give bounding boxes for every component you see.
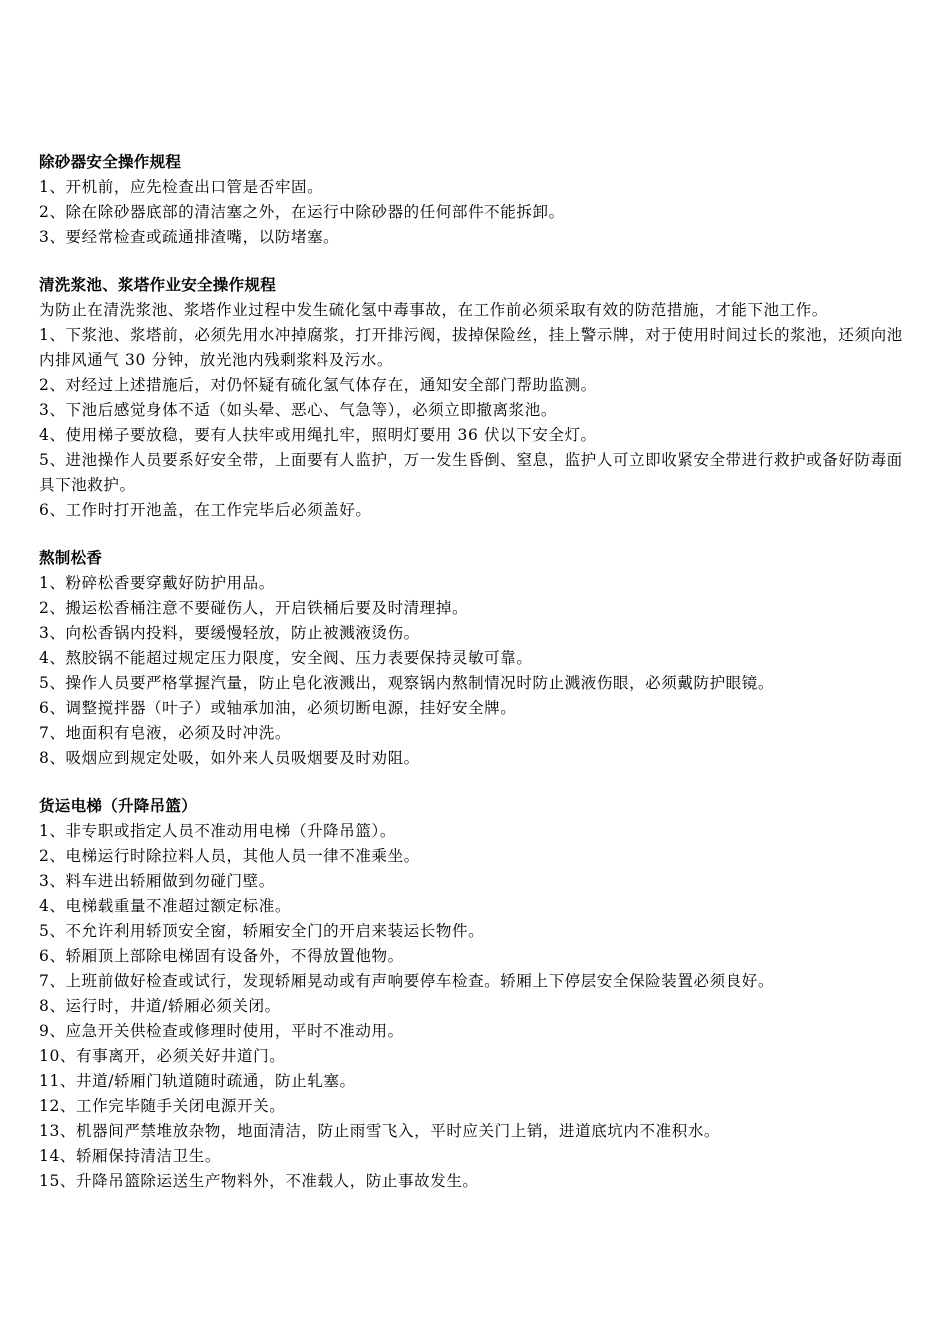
paragraph: 4、使用梯子要放稳，要有人扶牢或用绳扎牢，照明灯要用 36 伏以下安全灯。	[39, 426, 597, 444]
paragraph: 5、进池操作人员要系好安全带，上面要有人监护，万一发生昏倒、窒息，监护人可立即收紧安全带进行救护或备好防毒面具下池救护。	[39, 451, 903, 494]
paragraph: 11、井道/轿厢门轨道随时疏通，防止轧塞。	[39, 1072, 356, 1090]
paragraph: 13、机器间严禁堆放杂物，地面清洁，防止雨雪飞入，平时应关门上销，进道底坑内不准积水。	[39, 1122, 721, 1140]
section-rosin-boiling	[39, 546, 913, 771]
section-title: 清洗浆池、浆塔作业安全操作规程	[39, 276, 277, 294]
paragraph: 12、工作完毕随手关闭电源开关。	[39, 1097, 286, 1115]
paragraph: 6、工作时打开池盖，在工作完毕后必须盖好。	[39, 501, 372, 519]
paragraph: 为防止在清洗浆池、浆塔作业过程中发生硫化氢中毒事故，在工作前必须采取有效的防范措施，才能下池工作。	[39, 301, 828, 319]
paragraph: 9、应急开关供检查或修理时使用，平时不准动用。	[39, 1022, 404, 1040]
document-body	[39, 150, 913, 1217]
paragraph: 14、轿厢保持清洁卫生。	[39, 1147, 221, 1165]
paragraph: 1、开机前，应先检查出口管是否牢固。	[39, 178, 324, 196]
paragraph: 2、电梯运行时除拉料人员，其他人员一律不准乘坐。	[39, 847, 420, 865]
paragraph: 5、操作人员要严格掌握汽量，防止皂化液溅出，观察锅内熬制情况时防止溅液伤眼，必须戴防护眼镜。	[39, 674, 774, 692]
paragraph: 15、升降吊篮除运送生产物料外，不准载人，防止事故发生。	[39, 1172, 479, 1190]
paragraph: 3、要经常检查或疏通排渣嘴，以防堵塞。	[39, 228, 340, 246]
paragraph: 2、除在除砂器底部的清洁塞之外，在运行中除砂器的任何部件不能拆卸。	[39, 203, 565, 221]
section-title: 除砂器安全操作规程	[39, 153, 182, 171]
paragraph: 3、下池后感觉身体不适（如头晕、恶心、气急等），必须立即撤离浆池。	[39, 401, 557, 419]
section-freight-elevator	[39, 794, 913, 1194]
paragraph: 8、吸烟应到规定处吸，如外来人员吸烟要及时劝阻。	[39, 749, 420, 767]
paragraph: 6、轿厢顶上部除电梯固有设备外，不得放置他物。	[39, 947, 404, 965]
paragraph: 4、电梯载重量不准超过额定标准。	[39, 897, 291, 915]
paragraph: 3、料车进出轿厢做到勿碰门壁。	[39, 872, 275, 890]
paragraph: 2、搬运松香桶注意不要碰伤人，开启铁桶后要及时清理掉。	[39, 599, 469, 617]
paragraph: 5、不允许利用轿顶安全窗，轿厢安全门的开启来装运长物件。	[39, 922, 485, 940]
paragraph: 3、向松香锅内投料，要缓慢轻放，防止被溅液烫伤。	[39, 624, 420, 642]
paragraph: 1、下浆池、浆塔前，必须先用水冲掉腐浆，打开排污阀，拔掉保险丝，挂上警示牌，对于使用时间过长的浆池，还须向池内排风通气 30 分钟，放光池内残剩浆料及污水。	[39, 326, 903, 369]
section-pulp-tank-cleaning	[39, 273, 913, 523]
paragraph: 2、对经过上述措施后，对仍怀疑有硫化氢气体存在，通知安全部门帮助监测。	[39, 376, 597, 394]
section-desander	[39, 150, 913, 250]
section-title: 熬制松香	[39, 549, 103, 567]
paragraph: 10、有事离开，必须关好井道门。	[39, 1047, 286, 1065]
section-title: 货运电梯（升降吊篮）	[39, 797, 198, 815]
paragraph: 1、非专职或指定人员不准动用电梯（升降吊篮）。	[39, 822, 396, 840]
paragraph: 4、熬胶锅不能超过规定压力限度，安全阀、压力表要保持灵敏可靠。	[39, 649, 533, 667]
paragraph: 7、上班前做好检查或试行，发现轿厢晃动或有声响要停车检查。轿厢上下停层安全保险装置必须良好。	[39, 972, 774, 990]
paragraph: 6、调整搅拌器（叶子）或轴承加油，必须切断电源，挂好安全牌。	[39, 699, 517, 717]
paragraph: 1、粉碎松香要穿戴好防护用品。	[39, 574, 275, 592]
paragraph: 8、运行时，井道/轿厢必须关闭。	[39, 997, 281, 1015]
paragraph: 7、地面积有皂液，必须及时冲洗。	[39, 724, 291, 742]
